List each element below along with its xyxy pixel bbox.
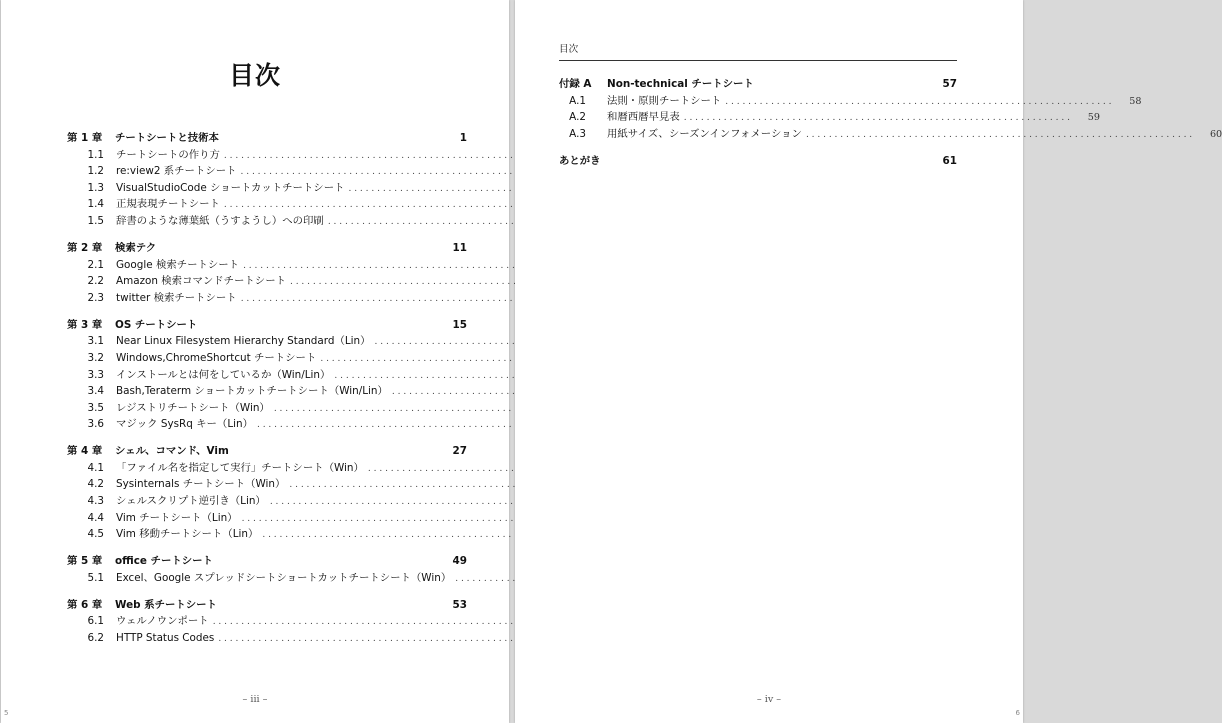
toc-chapter-3[interactable] — [67, 317, 467, 334]
toc-chapter-5[interactable] — [67, 553, 467, 570]
section-number: 3.2 — [87, 351, 104, 364]
page-folio: – iii – — [242, 694, 268, 705]
chapter-number: 第 2 章 — [67, 241, 103, 254]
page-folio: – iv – — [756, 694, 782, 705]
toc-section-a-3[interactable] — [559, 126, 1222, 143]
section-title: 辞書のような薄葉紙（うすようし）への印刷 — [116, 214, 324, 227]
toc-page-right — [515, 0, 1222, 723]
section-title: インストールとは何をしているか（Win/Lin） — [116, 368, 331, 381]
section-title: 正規表現チートシート — [116, 198, 220, 211]
section-title: マジック SysRq キー（Lin） — [116, 418, 253, 431]
chapter-title: Web 系チートシート — [115, 598, 217, 611]
section-number: 1.4 — [87, 198, 104, 211]
section-page: 60 — [1209, 128, 1222, 140]
dot-leader — [721, 94, 1117, 111]
toc-chapter-2[interactable] — [67, 240, 467, 257]
appendix-page: 57 — [942, 78, 957, 90]
chapter-page: 49 — [452, 555, 467, 568]
section-number: 3.1 — [87, 335, 104, 348]
toc-section-1-2[interactable] — [67, 163, 467, 180]
toc-section-3-2[interactable] — [67, 350, 467, 367]
toc-appendix-a[interactable] — [559, 76, 957, 93]
toc-section-1-4[interactable] — [67, 196, 467, 213]
section-title: Vim チートシート（Lin） — [116, 511, 238, 524]
section-page: 59 — [1087, 112, 1100, 124]
viewer-page-number: 5 — [4, 709, 9, 717]
appendix-title: Non-technical チートシート — [607, 78, 754, 90]
chapter-number: 第 1 章 — [67, 132, 103, 144]
chapter-number: 第 3 章 — [67, 318, 103, 331]
chapter-page: 53 — [452, 598, 467, 611]
section-number: 2.2 — [87, 275, 104, 288]
toc-section-a-2[interactable] — [559, 109, 1100, 126]
section-title: VisualStudioCode ショートカットチートシート — [116, 181, 345, 194]
toc-section-3-4[interactable] — [67, 383, 467, 400]
dot-leader — [802, 127, 1198, 144]
section-number: 3.4 — [87, 385, 104, 398]
section-title: twitter 検索チートシート — [116, 291, 237, 304]
section-number: A.1 — [569, 94, 586, 107]
chapter-number: 第 5 章 — [67, 555, 103, 568]
section-title: 用紙サイズ、シーズンインフォメーション — [607, 127, 802, 140]
toc-section-6-2[interactable] — [67, 630, 467, 647]
section-number: 1.1 — [87, 148, 104, 161]
chapter-title: シェル、コマンド、Vim — [115, 445, 229, 458]
section-title: Excel、Google スプレッドシートショートカットチートシート（Win） — [116, 571, 452, 584]
toc-section-4-2[interactable] — [67, 476, 467, 493]
chapter-title: チートシートと技術本 — [115, 132, 219, 144]
viewer-page-number: 6 — [1015, 709, 1020, 717]
section-title: 「ファイル名を指定して実行」チートシート（Win） — [116, 461, 364, 474]
running-head: 目次 — [559, 41, 957, 61]
toc-section-4-4[interactable] — [67, 510, 467, 527]
section-number: 2.1 — [87, 258, 104, 271]
section-title: レジストリチートシート（Win） — [116, 401, 270, 414]
toc-list — [559, 76, 1222, 169]
toc-section-3-3[interactable] — [67, 367, 467, 384]
section-title: シェルスクリプト逆引き（Lin） — [116, 495, 266, 508]
section-number: 6.2 — [87, 631, 104, 644]
chapter-page: 15 — [452, 318, 467, 331]
section-number: 1.3 — [87, 181, 104, 194]
chapter-title: 検索テク — [115, 241, 157, 254]
section-number: 1.5 — [87, 214, 104, 227]
toc-chapter-1[interactable] — [67, 130, 467, 147]
chapter-page: 1 — [459, 132, 467, 144]
toc-section-4-5[interactable] — [67, 526, 467, 543]
section-number: 3.5 — [87, 401, 104, 414]
section-number: 3.3 — [87, 368, 104, 381]
section-page: 58 — [1129, 95, 1142, 107]
toc-section-1-1[interactable] — [67, 147, 467, 164]
toc-section-1-3[interactable] — [67, 180, 467, 197]
section-title: Bash,Teraterm ショートカットチートシート（Win/Lin） — [116, 385, 388, 398]
section-title: Windows,ChromeShortcut チートシート — [116, 351, 317, 364]
section-title: 法則・原則チートシート — [607, 94, 722, 107]
toc-section-5-1[interactable] — [67, 570, 467, 587]
section-number: 4.4 — [87, 511, 104, 524]
section-title: ウェルノウンポート — [116, 615, 209, 628]
section-title: Near Linux Filesystem Hierarchy Standard（Lin） — [116, 335, 371, 348]
section-title: HTTP Status Codes — [116, 631, 215, 644]
toc-heading: 目次 — [228, 61, 281, 90]
section-number: 6.1 — [87, 615, 104, 628]
toc-page-left — [1, 0, 509, 723]
toc-section-a-1[interactable] — [559, 93, 1142, 110]
toc-section-2-2[interactable] — [67, 273, 467, 290]
section-number: 4.3 — [87, 495, 104, 508]
toc-chapter-4[interactable] — [67, 443, 467, 460]
toc-section-1-5[interactable] — [67, 213, 467, 230]
toc-list — [67, 130, 467, 647]
section-number: 4.5 — [87, 528, 104, 541]
section-number: A.2 — [569, 111, 586, 124]
section-title: 和暦西暦早見表 — [607, 111, 680, 124]
section-number: 4.2 — [87, 478, 104, 491]
section-number: 4.1 — [87, 461, 104, 474]
section-number: A.3 — [569, 127, 586, 140]
section-title: チートシートの作り方 — [116, 148, 220, 161]
section-title: Amazon 検索コマンドチートシート — [116, 275, 286, 288]
toc-section-3-6[interactable] — [67, 416, 467, 433]
chapter-page: 27 — [452, 445, 467, 458]
afterword-title: あとがき — [559, 154, 601, 167]
toc-chapter-6[interactable] — [67, 597, 467, 614]
dot-leader — [680, 110, 1076, 127]
toc-section-3-5[interactable] — [67, 400, 467, 417]
toc-section-3-1[interactable] — [67, 333, 467, 350]
section-title: Google 検索チートシート — [116, 258, 240, 271]
section-number: 1.2 — [87, 165, 104, 178]
appendix-number: 付録 A — [559, 78, 592, 90]
toc-section-4-1[interactable] — [67, 460, 467, 477]
afterword-page: 61 — [942, 154, 957, 167]
toc-section-2-1[interactable] — [67, 257, 467, 274]
chapter-page: 11 — [452, 241, 467, 254]
chapter-title: OS チートシート — [115, 318, 198, 331]
toc-section-6-1[interactable] — [67, 613, 467, 630]
section-number: 3.6 — [87, 418, 104, 431]
section-number: 2.3 — [87, 291, 104, 304]
chapter-number: 第 6 章 — [67, 598, 103, 611]
section-title: re:view2 系チートシート — [116, 165, 237, 178]
toc-section-4-3[interactable] — [67, 493, 467, 510]
section-number: 5.1 — [87, 571, 104, 584]
section-title: Vim 移動チートシート（Lin） — [116, 528, 259, 541]
toc-afterword[interactable] — [559, 153, 957, 170]
toc-section-2-3[interactable] — [67, 290, 467, 307]
section-title: Sysinternals チートシート（Win） — [116, 478, 286, 491]
chapter-number: 第 4 章 — [67, 445, 103, 458]
chapter-title: office チートシート — [115, 555, 213, 568]
